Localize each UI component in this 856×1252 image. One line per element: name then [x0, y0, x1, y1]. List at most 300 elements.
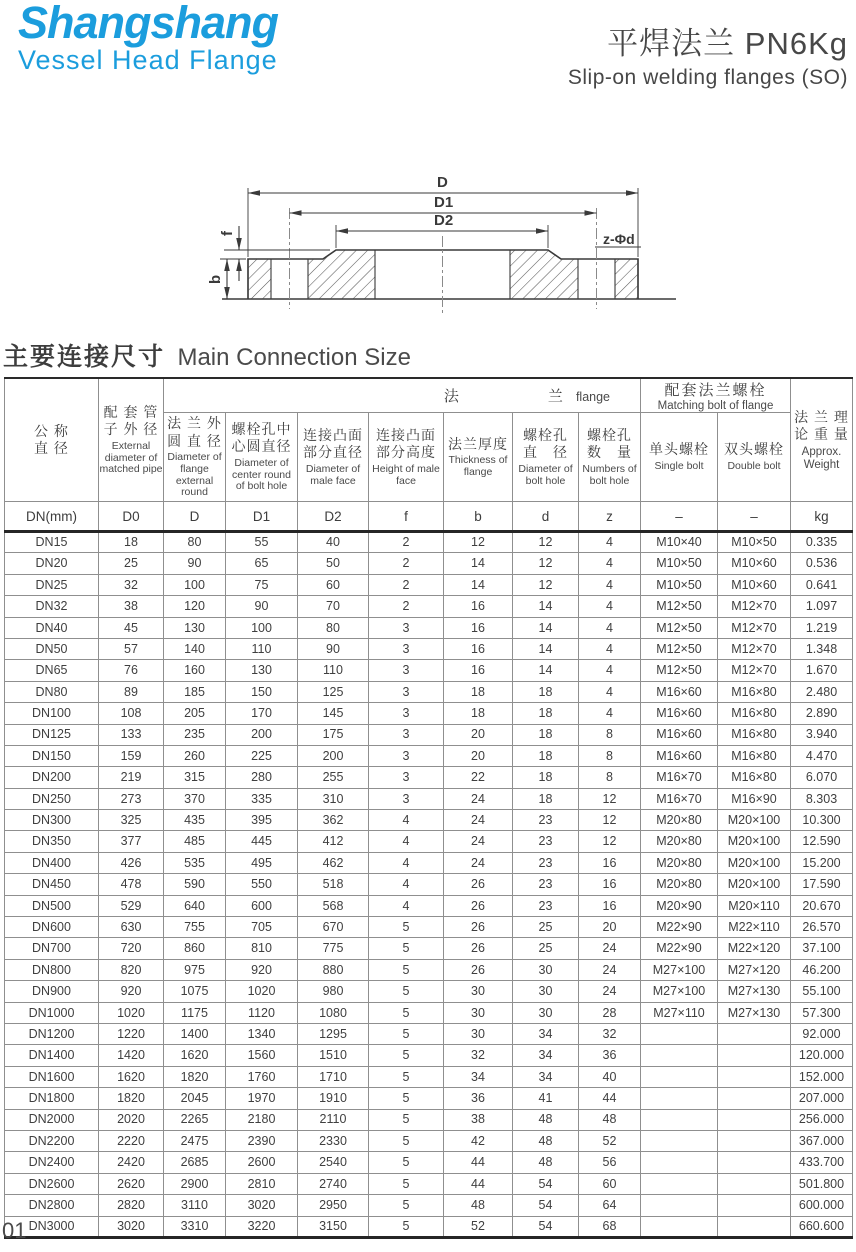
table-cell: 12 [579, 810, 641, 831]
table-cell: 5 [369, 1216, 444, 1237]
table-cell: 219 [99, 767, 164, 788]
table-cell [641, 1088, 718, 1109]
table-cell: 280 [226, 767, 298, 788]
table-cell: 315 [164, 767, 226, 788]
table-cell: 2950 [298, 1195, 369, 1216]
table-cell: 3310 [164, 1216, 226, 1237]
row-dn-cell: DN900 [5, 981, 99, 1002]
table-cell: 23 [513, 895, 579, 916]
group-flange-cn: 法 [443, 388, 460, 405]
table-cell: 26.570 [791, 917, 853, 938]
table-cell: 370 [164, 788, 226, 809]
table-cell: 18 [513, 767, 579, 788]
table-cell: 1075 [164, 981, 226, 1002]
table-cell: 57 [99, 638, 164, 659]
table-row [5, 596, 853, 617]
table-cell: 28 [579, 1002, 641, 1023]
table-cell: 36 [444, 1088, 513, 1109]
table-cell: M27×100 [641, 959, 718, 980]
table-cell: 60 [579, 1173, 641, 1194]
row-dn-cell: DN3000 [5, 1216, 99, 1237]
table-cell [641, 1173, 718, 1194]
table-cell: 495 [226, 852, 298, 873]
table-cell: 57.300 [791, 1002, 853, 1023]
table-cell: 670 [298, 917, 369, 938]
table-cell: 325 [99, 810, 164, 831]
table-cell: 4 [369, 831, 444, 852]
table-cell: 14 [444, 553, 513, 574]
group-flange-cn: 兰 [547, 388, 564, 405]
table-cell: 485 [164, 831, 226, 852]
col-header-cn: 连接凸面 [303, 426, 363, 443]
table-cell: 20 [579, 917, 641, 938]
table-cell: 18 [444, 681, 513, 702]
table-row [5, 553, 853, 574]
table-cell: 426 [99, 852, 164, 873]
table-cell: 24 [579, 938, 641, 959]
table-cell: 16 [444, 660, 513, 681]
row-dn-cell: DN40 [5, 617, 99, 638]
col-header-cn: 直 径 [523, 444, 568, 461]
table-cell: 18 [513, 745, 579, 766]
table-cell: 90 [226, 596, 298, 617]
table-cell: 4 [579, 638, 641, 659]
table-cell: M16×60 [641, 745, 718, 766]
table-cell: 5 [369, 1109, 444, 1130]
table-cell: 25 [513, 917, 579, 938]
dim-label-d1: D1 [434, 194, 454, 211]
table-cell: 2810 [226, 1173, 298, 1194]
table-cell: 2600 [226, 1152, 298, 1173]
table-cell: 14 [513, 617, 579, 638]
table-cell: 152.000 [791, 1066, 853, 1087]
table-cell: 175 [298, 724, 369, 745]
table-cell: 810 [226, 938, 298, 959]
table-cell: 54 [513, 1173, 579, 1194]
table-cell: 3 [369, 660, 444, 681]
table-cell: 160 [164, 660, 226, 681]
table-row [5, 1045, 853, 1066]
table-cell: 12.590 [791, 831, 853, 852]
table-cell: 12 [513, 574, 579, 595]
table-cell: 3 [369, 638, 444, 659]
table-cell: 207.000 [791, 1088, 853, 1109]
table-cell: 2180 [226, 1109, 298, 1130]
table-cell: M16×80 [718, 767, 791, 788]
table-cell: 34 [513, 1066, 579, 1087]
col-header-cn: 法兰厚度 [448, 435, 508, 452]
table-cell: 2740 [298, 1173, 369, 1194]
page-title-block [568, 26, 848, 90]
table-cell: 660.600 [791, 1216, 853, 1237]
hatch-right-hub [510, 250, 578, 299]
table-cell: M12×70 [718, 660, 791, 681]
table-cell: 25 [513, 938, 579, 959]
table-cell: 395 [226, 810, 298, 831]
row-dn-cell: DN100 [5, 703, 99, 724]
table-row [5, 1109, 853, 1130]
table-row [5, 638, 853, 659]
page-number: 01 [2, 1218, 27, 1243]
group-bolt-en: Matching bolt of flange [657, 400, 774, 412]
table-cell: M12×50 [641, 660, 718, 681]
unit-cell: D0 [99, 502, 164, 532]
row-dn-cell: DN65 [5, 660, 99, 681]
brand-logo [18, 0, 278, 74]
table-cell [641, 1195, 718, 1216]
table-cell: 1.348 [791, 638, 853, 659]
table-cell: 30 [513, 959, 579, 980]
unit-cell: D [164, 502, 226, 532]
col-header-cn: 子 外 径 [103, 421, 159, 438]
table-cell: 4 [579, 703, 641, 724]
table-cell [641, 1066, 718, 1087]
table-cell: 1820 [99, 1088, 164, 1109]
row-dn-cell: DN350 [5, 831, 99, 852]
table-row [5, 959, 853, 980]
table-cell: 0.335 [791, 532, 853, 553]
col-header-cn: 论 重 量 [794, 426, 849, 443]
table-row [5, 681, 853, 702]
table-body [5, 532, 853, 1238]
table-cell: 2 [369, 574, 444, 595]
table-cell: M20×100 [718, 810, 791, 831]
table-cell: 60 [298, 574, 369, 595]
col-header-en: Diameter of flange external round [167, 451, 222, 499]
table-cell: 1340 [226, 1023, 298, 1044]
table-cell: 5 [369, 1173, 444, 1194]
table-row [5, 810, 853, 831]
table-row [5, 788, 853, 809]
unit-cell: – [718, 502, 791, 532]
table-cell: 4 [369, 810, 444, 831]
table-cell: 1220 [99, 1023, 164, 1044]
table-cell: 1400 [164, 1023, 226, 1044]
row-dn-cell: DN400 [5, 852, 99, 873]
table-cell: 80 [164, 532, 226, 553]
col-header-cn: 圆 直 径 [167, 432, 222, 449]
table-cell: 3 [369, 788, 444, 809]
table-row [5, 1066, 853, 1087]
table-cell: M16×60 [641, 724, 718, 745]
col-header [513, 413, 579, 502]
hatch-left-end [248, 259, 271, 299]
col-header-pipe-od [99, 378, 164, 502]
table-cell: 10.300 [791, 810, 853, 831]
col-header [226, 413, 298, 502]
table-cell: 75 [226, 574, 298, 595]
table-cell: M20×110 [718, 895, 791, 916]
table-cell [641, 1109, 718, 1130]
table-cell [718, 1130, 791, 1151]
dim-label-d: D [437, 174, 448, 191]
table-cell: M20×80 [641, 831, 718, 852]
table-cell: 68 [579, 1216, 641, 1237]
table-cell: 5 [369, 1130, 444, 1151]
col-header-cn: 单头螺栓 [649, 441, 709, 458]
table-cell: M22×110 [718, 917, 791, 938]
table-cell: 310 [298, 788, 369, 809]
table-cell: 16 [579, 874, 641, 895]
table-cell: 3110 [164, 1195, 226, 1216]
table-cell: 1510 [298, 1045, 369, 1066]
table-cell: 1.097 [791, 596, 853, 617]
row-dn-cell: DN32 [5, 596, 99, 617]
table-cell: 64 [579, 1195, 641, 1216]
table-cell: 5 [369, 1088, 444, 1109]
col-header [369, 413, 444, 502]
row-dn-cell: DN2800 [5, 1195, 99, 1216]
table-cell: 2330 [298, 1130, 369, 1151]
col-header-cn: 法 兰 理 [794, 408, 849, 425]
table-cell: 4 [369, 874, 444, 895]
table-cell: 48 [444, 1195, 513, 1216]
table-cell: 2045 [164, 1088, 226, 1109]
table-cell: 56 [579, 1152, 641, 1173]
row-dn-cell: DN1200 [5, 1023, 99, 1044]
section-heading-en: Main Connection Size [177, 344, 411, 371]
row-dn-cell: DN300 [5, 810, 99, 831]
table-cell: 23 [513, 874, 579, 895]
table-cell: 3 [369, 724, 444, 745]
table-cell: 1820 [164, 1066, 226, 1087]
table-cell: M16×90 [718, 788, 791, 809]
table-cell: 3020 [226, 1195, 298, 1216]
group-header-matching-bolt [641, 378, 791, 413]
table-cell: 600 [226, 895, 298, 916]
table-cell: 38 [99, 596, 164, 617]
table-cell: 1710 [298, 1066, 369, 1087]
table-cell: 1970 [226, 1088, 298, 1109]
section-heading-cn: 主要连接尺寸 [3, 343, 166, 371]
table-cell: 0.536 [791, 553, 853, 574]
table-cell: 1760 [226, 1066, 298, 1087]
table-cell: 5 [369, 1002, 444, 1023]
table-row [5, 1088, 853, 1109]
unit-cell: DN(mm) [5, 502, 99, 532]
table-cell: 110 [226, 638, 298, 659]
table-cell: 55.100 [791, 981, 853, 1002]
table-cell: 5 [369, 938, 444, 959]
table-cell: 2.890 [791, 703, 853, 724]
table-cell: 26 [444, 917, 513, 938]
table-cell: 5 [369, 1152, 444, 1173]
table-cell: 501.800 [791, 1173, 853, 1194]
table-cell: 130 [164, 617, 226, 638]
table-row [5, 617, 853, 638]
table-cell: 5 [369, 1195, 444, 1216]
table-cell [641, 1152, 718, 1173]
table-cell: 2220 [99, 1130, 164, 1151]
table-cell: 25 [99, 553, 164, 574]
table-cell: 18 [99, 532, 164, 553]
table-cell: 4 [579, 681, 641, 702]
table-cell: 200 [226, 724, 298, 745]
table-cell: 1120 [226, 1002, 298, 1023]
col-header-en: Diameter of bolt hole [518, 462, 573, 487]
table-cell: 6.070 [791, 767, 853, 788]
table-cell: M16×60 [641, 703, 718, 724]
table-cell: 2 [369, 553, 444, 574]
col-header-en: Single bolt [654, 459, 704, 472]
table-cell: 159 [99, 745, 164, 766]
table-cell: 130 [226, 660, 298, 681]
table-cell: 14 [444, 574, 513, 595]
unit-cell: b [444, 502, 513, 532]
table-cell: 1020 [99, 1002, 164, 1023]
table-cell: 2685 [164, 1152, 226, 1173]
table-cell: 445 [226, 831, 298, 852]
col-header-cn: 连接凸面 [376, 426, 436, 443]
table-cell: M27×130 [718, 981, 791, 1002]
table-row [5, 1130, 853, 1151]
table-cell: 2.480 [791, 681, 853, 702]
table-cell: 18 [444, 703, 513, 724]
col-header-en: Diameter of center round of bolt hole [232, 456, 291, 493]
table-cell: M27×100 [641, 981, 718, 1002]
table-cell: 820 [99, 959, 164, 980]
table-cell: 8 [579, 767, 641, 788]
table-cell: M20×90 [641, 895, 718, 916]
table-cell: 12 [579, 788, 641, 809]
col-header-cn: 螺栓孔 [523, 426, 568, 443]
table-cell: 23 [513, 852, 579, 873]
table-cell: 34 [513, 1045, 579, 1066]
table-cell: 34 [513, 1023, 579, 1044]
dim-label-d2: D2 [434, 212, 454, 229]
table-cell: 14 [513, 638, 579, 659]
table-cell: 920 [99, 981, 164, 1002]
col-header [641, 413, 718, 502]
table-cell: 920 [226, 959, 298, 980]
table-cell: 12 [513, 553, 579, 574]
table-cell [718, 1152, 791, 1173]
table-cell: 412 [298, 831, 369, 852]
table-cell: 26 [444, 959, 513, 980]
table-cell: 5 [369, 981, 444, 1002]
table-cell: 4 [579, 553, 641, 574]
table-cell: 50 [298, 553, 369, 574]
table-cell: 170 [226, 703, 298, 724]
table-cell: 16 [444, 638, 513, 659]
table-cell: 133 [99, 724, 164, 745]
table-row [5, 831, 853, 852]
row-dn-cell: DN800 [5, 959, 99, 980]
col-header-weight [791, 378, 853, 502]
table-row [5, 703, 853, 724]
table-row [5, 532, 853, 553]
table-cell: 18 [513, 703, 579, 724]
page-title-en: Slip-on welding flanges (SO) [567, 65, 848, 89]
col-header-en: External diameter of matched pipe [99, 439, 163, 476]
table-cell: 120.000 [791, 1045, 853, 1066]
table-cell: 1560 [226, 1045, 298, 1066]
row-dn-cell: DN1600 [5, 1066, 99, 1087]
row-dn-cell: DN600 [5, 917, 99, 938]
table-cell: 12 [579, 831, 641, 852]
table-cell: 3020 [99, 1216, 164, 1237]
table-cell: 30 [513, 1002, 579, 1023]
row-dn-cell: DN25 [5, 574, 99, 595]
table-cell: M16×80 [718, 724, 791, 745]
table-cell: 30 [444, 1002, 513, 1023]
table-cell [641, 1130, 718, 1151]
table-cell: 24 [579, 981, 641, 1002]
table-cell: 3 [369, 681, 444, 702]
row-dn-cell: DN1400 [5, 1045, 99, 1066]
table-cell: 15.200 [791, 852, 853, 873]
group-header-flange [164, 378, 641, 413]
table-cell: 16 [579, 852, 641, 873]
table-cell: 55 [226, 532, 298, 553]
table-cell: M22×120 [718, 938, 791, 959]
table-cell: 2900 [164, 1173, 226, 1194]
table-cell: 600.000 [791, 1195, 853, 1216]
row-dn-cell: DN150 [5, 745, 99, 766]
unit-cell: D1 [226, 502, 298, 532]
table-cell: 16 [579, 895, 641, 916]
table-cell: M10×50 [641, 553, 718, 574]
table-row [5, 852, 853, 873]
table-cell: M20×100 [718, 852, 791, 873]
table-cell: 880 [298, 959, 369, 980]
table-cell: 478 [99, 874, 164, 895]
row-dn-cell: DN1800 [5, 1088, 99, 1109]
table-cell: 256.000 [791, 1109, 853, 1130]
table-cell: M22×90 [641, 917, 718, 938]
table-cell: 1175 [164, 1002, 226, 1023]
row-dn-cell: DN80 [5, 681, 99, 702]
table-cell: 32 [579, 1023, 641, 1044]
table-cell: 1295 [298, 1023, 369, 1044]
table-row [5, 917, 853, 938]
table-cell: 630 [99, 917, 164, 938]
table-cell: 4 [579, 574, 641, 595]
group-bolt-cn: 配套法兰螺栓 [664, 382, 767, 399]
table-cell: 48 [513, 1109, 579, 1130]
table-cell: 18 [513, 724, 579, 745]
table-cell: 4 [369, 852, 444, 873]
col-header-en: Diameter of male face [305, 462, 361, 487]
col-header-cn: 配 套 管 [103, 403, 159, 420]
table-cell: 4 [579, 596, 641, 617]
table-cell: 44 [444, 1173, 513, 1194]
table-row [5, 767, 853, 788]
table-row [5, 745, 853, 766]
table-cell: 34 [444, 1066, 513, 1087]
table-cell: 2540 [298, 1152, 369, 1173]
col-header-cn: 双头螺栓 [724, 441, 784, 458]
table-cell: 640 [164, 895, 226, 916]
unit-cell: d [513, 502, 579, 532]
row-dn-cell: DN50 [5, 638, 99, 659]
table-cell: 5 [369, 1023, 444, 1044]
table-cell [718, 1195, 791, 1216]
table-cell: M10×50 [641, 574, 718, 595]
col-header-cn: 部分直径 [303, 444, 363, 461]
table-cell: 433.700 [791, 1152, 853, 1173]
table-cell: M12×70 [718, 596, 791, 617]
table-cell: 568 [298, 895, 369, 916]
table-cell: 205 [164, 703, 226, 724]
col-header [164, 413, 226, 502]
table-cell: M10×50 [718, 532, 791, 553]
table-cell [718, 1045, 791, 1066]
table-cell: M27×120 [718, 959, 791, 980]
table-cell: 26 [444, 938, 513, 959]
col-header-cn: 数 量 [587, 444, 632, 461]
table-cell: 38 [444, 1109, 513, 1130]
